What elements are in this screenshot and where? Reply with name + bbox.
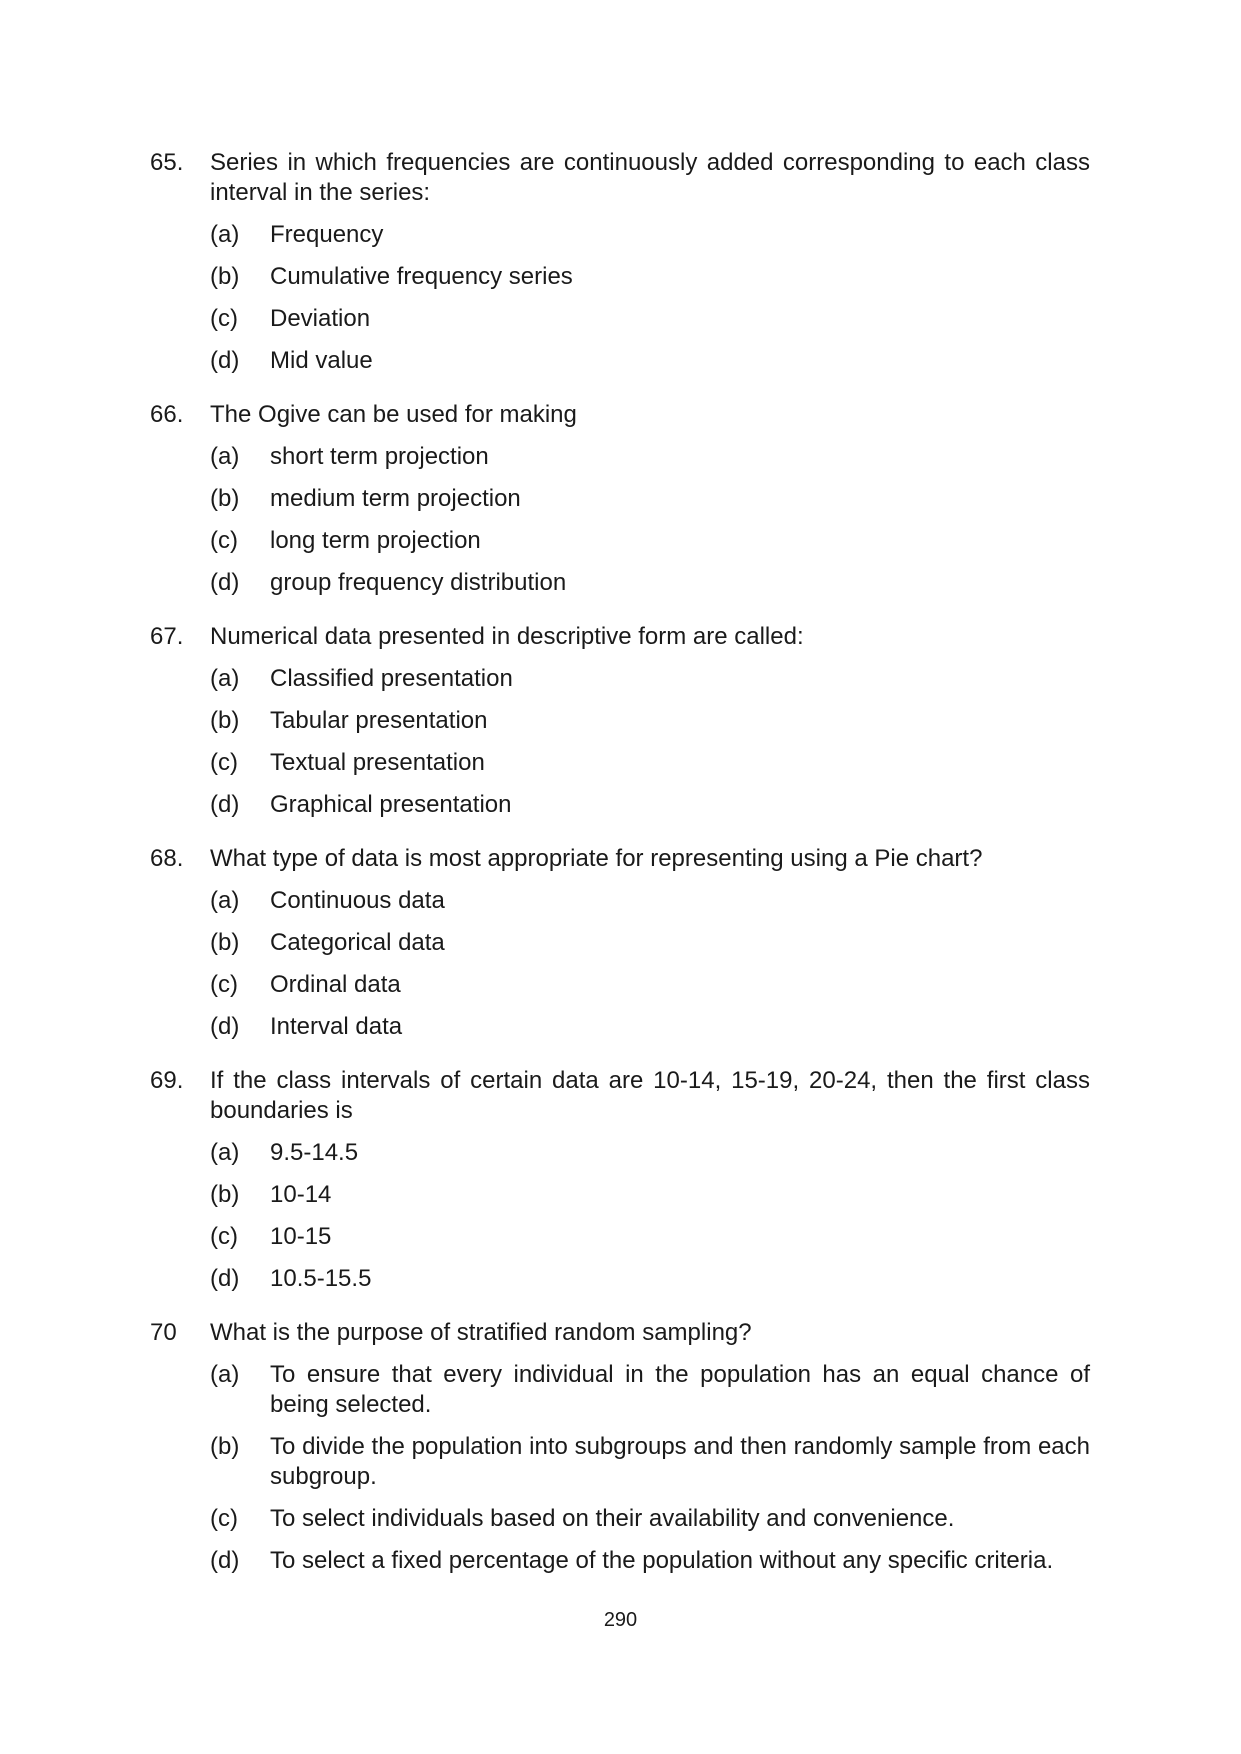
question-list <box>150 148 1090 1600</box>
question-text: What type of data is most appropriate for representing using a Pie chart? <box>210 845 983 872</box>
question-text: What is the purpose of stratified random sampling? <box>210 1319 752 1346</box>
option-label: (c) <box>210 305 238 332</box>
question-body <box>210 844 1090 1054</box>
option-text: Cumulative frequency series <box>270 263 573 290</box>
option-text: Frequency <box>270 221 384 248</box>
option-b <box>210 262 1090 292</box>
option-label: (a) <box>210 1361 240 1388</box>
option-d <box>210 1546 1090 1576</box>
option-label: (d) <box>210 347 240 374</box>
option-text: 10.5-15.5 <box>270 1265 372 1292</box>
option-c <box>210 1222 1090 1252</box>
option-label: (b) <box>210 1181 240 1208</box>
option-label: (a) <box>210 665 240 692</box>
option-a <box>210 886 1090 916</box>
option-text: Classified presentation <box>270 665 513 692</box>
question-number: 69. <box>150 1067 184 1094</box>
question-67 <box>150 622 1090 832</box>
option-a <box>210 664 1090 694</box>
option-c <box>210 526 1090 556</box>
option-text: 10-15 <box>270 1223 332 1250</box>
option-text: To ensure that every individual in the population has an equal chance of being selected. <box>270 1361 1090 1418</box>
option-text: 10-14 <box>270 1181 332 1208</box>
option-a <box>210 1138 1090 1168</box>
option-label: (d) <box>210 1013 240 1040</box>
option-text: Interval data <box>270 1013 403 1040</box>
option-text: Deviation <box>270 305 371 332</box>
option-text: short term projection <box>270 443 489 470</box>
question-number: 70 <box>150 1319 177 1346</box>
option-label: (c) <box>210 527 238 554</box>
option-label: (c) <box>210 1223 238 1250</box>
option-d <box>210 568 1090 598</box>
question-body <box>210 622 1090 832</box>
option-c <box>210 304 1090 334</box>
question-text: If the class intervals of certain data are 10-14, 15-19, 20-24, then the first class boundaries is <box>210 1067 1090 1124</box>
option-label: (d) <box>210 1265 240 1292</box>
option-label: (c) <box>210 749 238 776</box>
option-text: medium term projection <box>270 485 521 512</box>
option-label: (b) <box>210 1433 240 1460</box>
option-label: (a) <box>210 1139 240 1166</box>
question-body <box>210 1318 1090 1588</box>
option-text: Mid value <box>270 347 373 374</box>
option-d <box>210 1264 1090 1294</box>
option-label: (b) <box>210 929 240 956</box>
option-text: To divide the population into subgroups and then randomly sample from each subgroup. <box>270 1433 1090 1490</box>
option-text: group frequency distribution <box>270 569 567 596</box>
question-66 <box>150 400 1090 610</box>
option-c <box>210 748 1090 778</box>
option-label: (b) <box>210 485 240 512</box>
option-a <box>210 442 1090 472</box>
option-label: (d) <box>210 569 240 596</box>
option-text: 9.5-14.5 <box>270 1139 359 1166</box>
option-label: (d) <box>210 791 240 818</box>
option-b <box>210 706 1090 736</box>
option-text: long term projection <box>270 527 481 554</box>
option-a <box>210 1360 1090 1420</box>
option-text: Categorical data <box>270 929 445 956</box>
option-label: (a) <box>210 443 240 470</box>
page-number: 290 <box>603 1609 638 1631</box>
question-text: Numerical data presented in descriptive form are called: <box>210 623 804 650</box>
option-text: To select individuals based on their availability and convenience. <box>270 1505 955 1532</box>
question-70 <box>150 1318 1090 1588</box>
option-text: Tabular presentation <box>270 707 488 734</box>
option-label: (d) <box>210 1547 240 1574</box>
option-text: Continuous data <box>270 887 445 914</box>
option-d <box>210 346 1090 376</box>
option-text: Textual presentation <box>270 749 485 776</box>
option-label: (a) <box>210 221 240 248</box>
question-number: 66. <box>150 401 184 428</box>
option-label: (c) <box>210 1505 238 1532</box>
question-number: 67. <box>150 623 184 650</box>
option-text: To select a fixed percentage of the population without any specific criteria. <box>270 1547 1054 1574</box>
option-b <box>210 484 1090 514</box>
question-65 <box>150 148 1090 388</box>
question-body <box>210 1066 1090 1306</box>
question-number: 68. <box>150 845 184 872</box>
option-text: Graphical presentation <box>270 791 512 818</box>
question-text: Series in which frequencies are continuously added corresponding to each class interval in the series: <box>210 149 1090 206</box>
option-label: (a) <box>210 887 240 914</box>
option-b <box>210 1432 1090 1492</box>
question-body <box>210 148 1090 388</box>
question-number: 65. <box>150 149 184 176</box>
question-68 <box>150 844 1090 1054</box>
question-body <box>210 400 1090 610</box>
option-b <box>210 1180 1090 1210</box>
option-label: (c) <box>210 971 238 998</box>
option-c <box>210 1504 1090 1534</box>
option-label: (b) <box>210 263 240 290</box>
option-d <box>210 790 1090 820</box>
question-text: The Ogive can be used for making <box>210 401 577 428</box>
option-text: Ordinal data <box>270 971 401 998</box>
option-c <box>210 970 1090 1000</box>
option-label: (b) <box>210 707 240 734</box>
option-a <box>210 220 1090 250</box>
option-b <box>210 928 1090 958</box>
option-d <box>210 1012 1090 1042</box>
question-69 <box>150 1066 1090 1306</box>
